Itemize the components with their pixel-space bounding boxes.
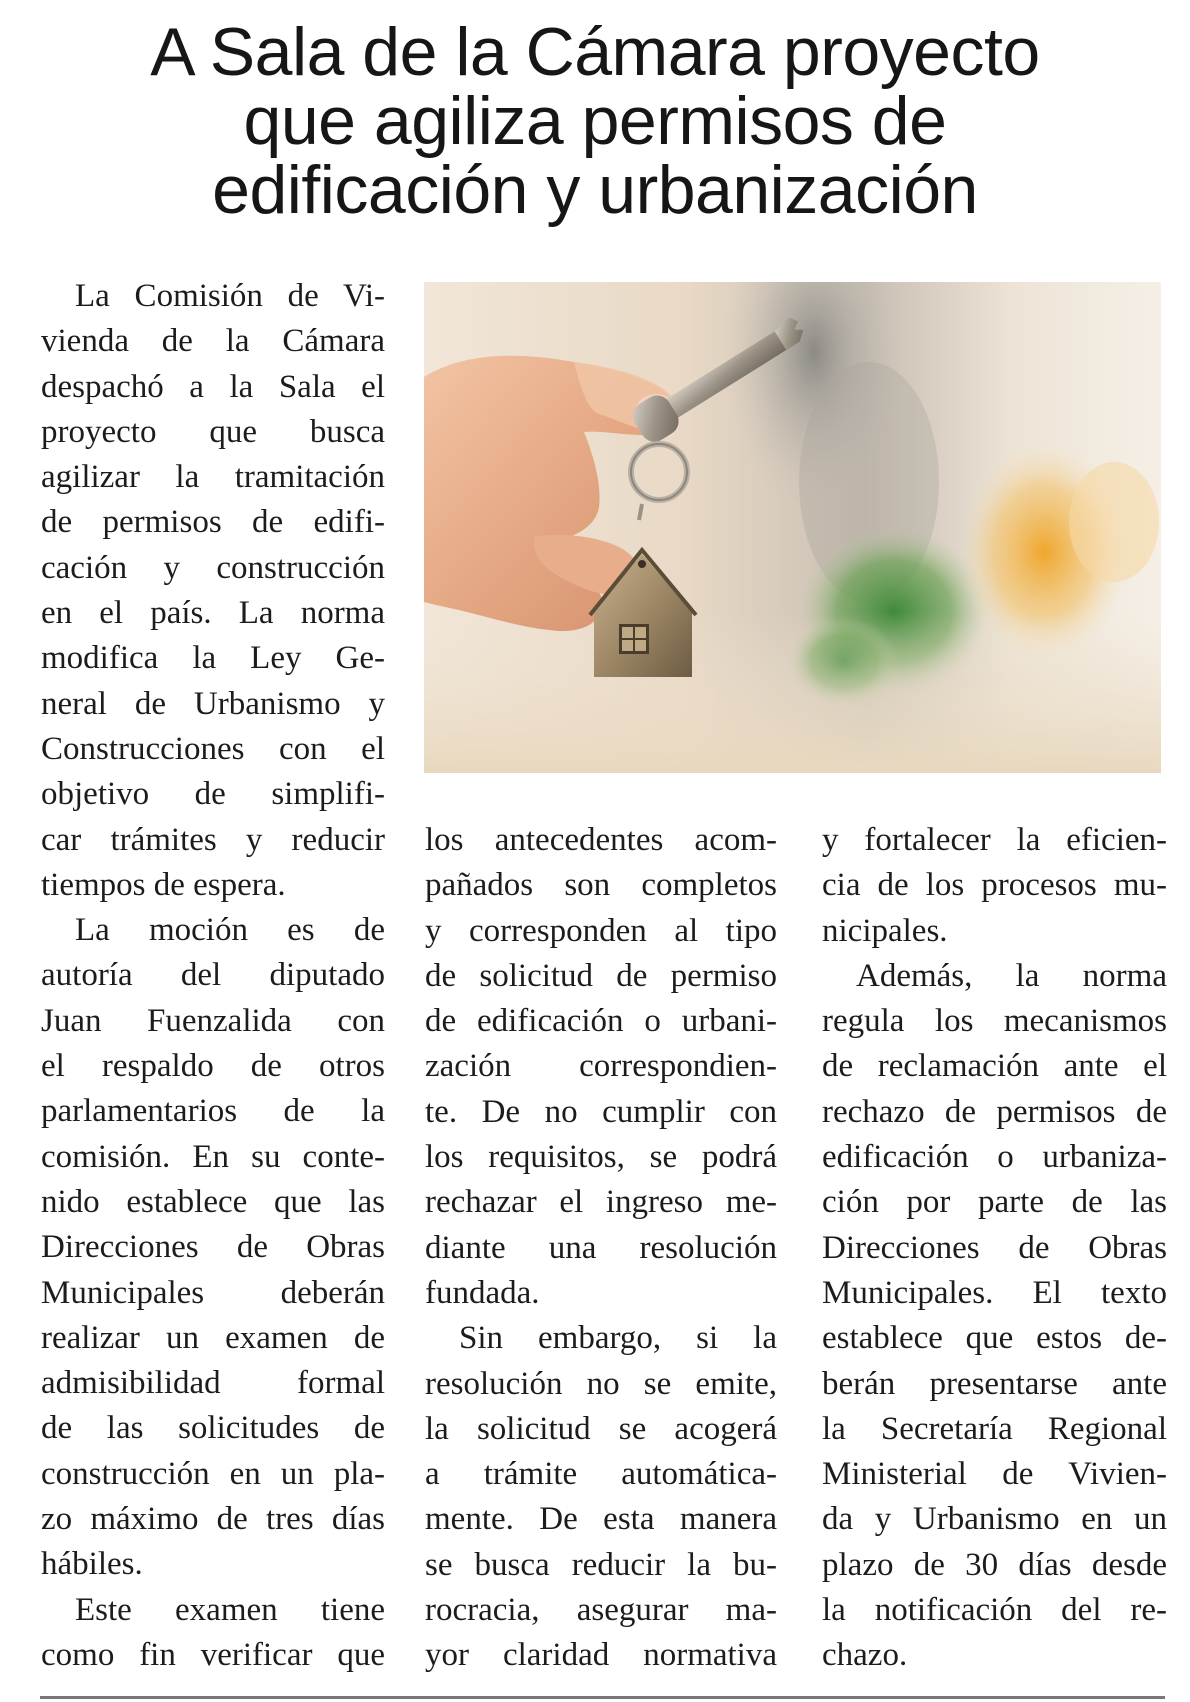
text-line: resolución no se emite, <box>425 1365 777 1402</box>
text-line: nido establece que las <box>41 1183 385 1220</box>
article-paragraph <box>425 1316 777 1678</box>
text-line: Municipales. El texto <box>822 1274 1167 1311</box>
text-line: cación y construcción <box>41 549 385 586</box>
text-line: ción por parte de las <box>822 1184 1167 1221</box>
text-line: edificación o urbaniza- <box>822 1139 1167 1176</box>
text-line: fundada. <box>425 1274 540 1311</box>
text-line: construcción en un pla- <box>41 1455 385 1492</box>
headline-line: A Sala de la Cámara proyecto <box>150 14 1040 90</box>
text-line: Municipales deberán <box>41 1274 385 1311</box>
text-line: Direcciones de Obras <box>822 1229 1167 1266</box>
text-line: de reclamación ante el <box>822 1048 1167 1085</box>
text-line: rocracia, asegurar ma- <box>425 1592 777 1629</box>
text-line: rechazo de permisos de <box>822 1093 1167 1130</box>
text-line: de permisos de edifi- <box>41 504 385 541</box>
article-column-1 <box>41 274 385 1678</box>
text-line: Sin embargo, si la <box>459 1320 777 1357</box>
text-line: admisibilidad formal <box>41 1365 385 1402</box>
text-line: rechazar el ingreso me- <box>425 1184 777 1221</box>
text-line: Direcciones de Obras <box>41 1229 385 1266</box>
text-line: zación correspondien- <box>425 1048 777 1085</box>
article-paragraph <box>425 818 777 1316</box>
text-line: autoría del diputado <box>41 957 385 994</box>
text-line: de solicitud de permiso <box>425 957 777 994</box>
text-line: el respaldo de otros <box>41 1048 385 1085</box>
text-line: la notificación del re- <box>822 1592 1167 1629</box>
text-line: la solicitud se acogerá <box>425 1410 777 1447</box>
text-line: establece que estos de- <box>822 1320 1167 1357</box>
text-line: los requisitos, se podrá <box>425 1139 777 1176</box>
text-line: regula los mecanismos <box>822 1003 1167 1040</box>
text-line: proyecto que busca <box>41 413 385 450</box>
text-line: modifica la Ley Ge- <box>41 640 385 677</box>
text-line: vienda de la Cámara <box>41 323 385 360</box>
text-line: como fin verificar que <box>41 1636 385 1673</box>
text-line: berán presentarse ante <box>822 1365 1167 1402</box>
article-paragraph <box>41 1588 385 1679</box>
text-line: agilizar la tramitación <box>41 459 385 496</box>
text-line: Ministerial de Vivien- <box>822 1456 1167 1493</box>
text-line: despachó a la Sala el <box>41 368 385 405</box>
text-line: da y Urbanismo en un <box>822 1501 1167 1538</box>
text-line: Este examen tiene <box>75 1591 385 1628</box>
article-paragraph <box>822 818 1167 954</box>
text-line: mente. De esta manera <box>425 1501 777 1538</box>
headline-line: edificación y urbanización <box>212 152 978 228</box>
text-line: Juan Fuenzalida con <box>41 1002 385 1039</box>
text-line: realizar un examen de <box>41 1319 385 1356</box>
article-paragraph <box>822 954 1167 1679</box>
headline-line: que agiliza permisos de <box>243 83 947 159</box>
bottom-rule <box>40 1696 1165 1699</box>
text-line: parlamentarios de la <box>41 1093 385 1130</box>
text-line: pañados son completos <box>425 867 777 904</box>
text-line: neral de Urbanismo y <box>41 685 385 722</box>
text-line: car trámites y reducir <box>41 821 385 858</box>
text-line: y fortalecer la eficien- <box>822 822 1167 858</box>
article-paragraph <box>41 908 385 1587</box>
article-column-3 <box>822 818 1167 1679</box>
text-line: de edificación o urbani- <box>425 1003 777 1040</box>
text-line: los antecedentes acom- <box>425 822 777 858</box>
text-line: plazo de 30 días desde <box>822 1546 1167 1583</box>
text-line: zo máximo de tres días <box>41 1501 385 1538</box>
text-line: objetivo de simplifi- <box>41 776 385 813</box>
text-line: hábiles. <box>41 1546 143 1583</box>
text-line: de las solicitudes de <box>41 1410 385 1447</box>
article-paragraph <box>41 274 385 908</box>
text-line: se busca reducir la bu- <box>425 1546 777 1583</box>
text-line: y corresponden al tipo <box>425 912 777 949</box>
text-line: diante una resolución <box>425 1229 777 1266</box>
headline <box>40 14 1150 228</box>
text-line: a trámite automática- <box>425 1456 777 1493</box>
text-line: cia de los procesos mu- <box>822 867 1167 904</box>
text-line: tiempos de espera. <box>41 866 286 903</box>
text-line: comisión. En su conte- <box>41 1138 385 1175</box>
text-line: en el país. La norma <box>41 595 385 632</box>
text-line: yor claridad normativa <box>425 1637 777 1674</box>
text-line: la Secretaría Regional <box>822 1410 1167 1447</box>
text-line: te. De no cumplir con <box>425 1093 777 1130</box>
text-line: Además, la norma <box>856 957 1167 994</box>
text-line: La moción es de <box>75 912 385 949</box>
article-photo <box>424 282 1161 773</box>
text-line: La Comisión de Vi- <box>75 278 385 314</box>
text-line: nicipales. <box>822 912 948 949</box>
article-column-2 <box>425 818 777 1679</box>
text-line: Construcciones con el <box>41 730 385 767</box>
text-line: chazo. <box>822 1637 908 1674</box>
